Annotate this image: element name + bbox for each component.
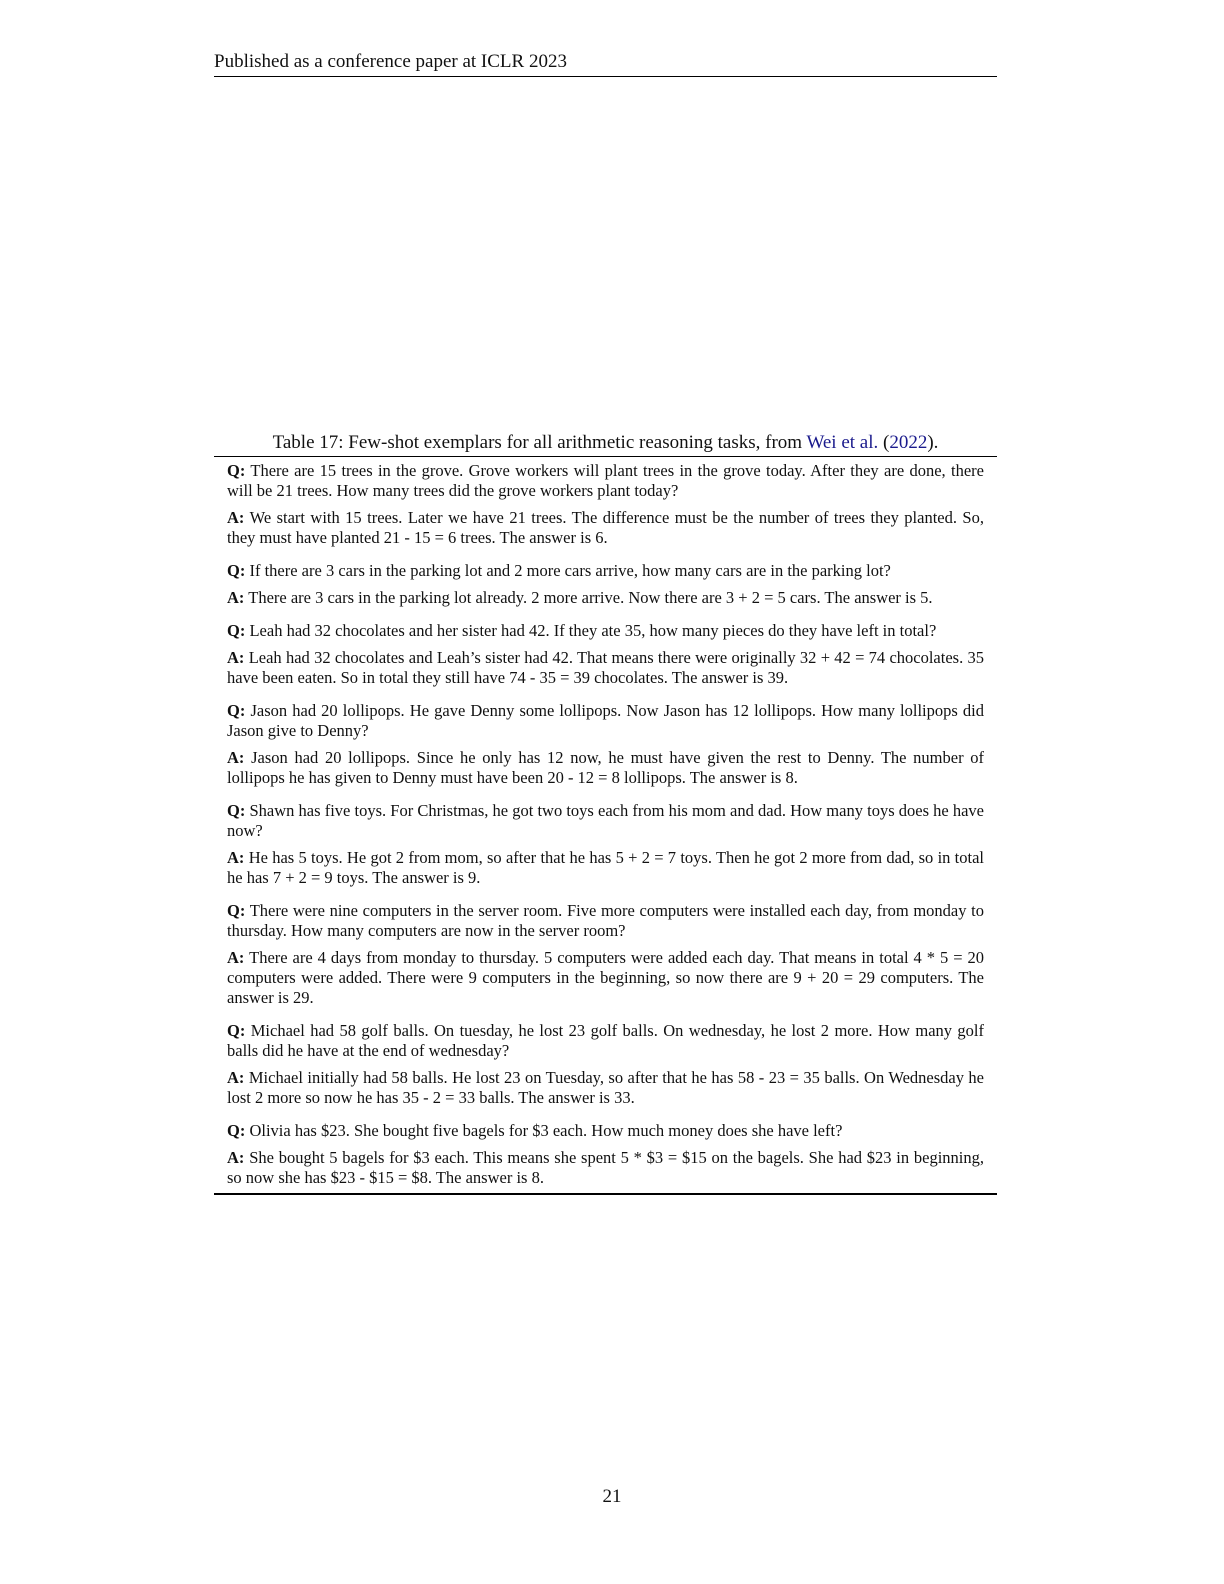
answer xyxy=(227,588,984,608)
answer xyxy=(227,508,984,548)
table-caption-text: Table 17: Few-shot exemplars for all arithmetic reasoning tasks, from xyxy=(272,432,807,453)
answer-label: A: xyxy=(227,1148,245,1167)
question-label: Q: xyxy=(227,901,246,920)
answer-text: We start with 15 trees. Later we have 21 trees. The difference must be the number of trees they planted. So, they must have planted 21 - 15 = 6 trees. The answer is 6. xyxy=(227,508,984,547)
answer xyxy=(227,1148,984,1188)
answer-label: A: xyxy=(227,1068,245,1087)
answer xyxy=(227,1068,984,1108)
question xyxy=(227,1121,984,1141)
question-text: Shawn has five toys. For Christmas, he got two toys each from his mom and dad. How many toys does he have now? xyxy=(227,801,985,840)
question-text: Michael had 58 golf balls. On tuesday, he lost 23 golf balls. On wednesday, he lost 2 more. How many golf balls did he have at the end of wednesday? xyxy=(227,1021,985,1060)
citation-year-link[interactable]: 2022 xyxy=(889,432,928,453)
answer-text: Jason had 20 lollipops. Since he only has 12 now, he must have given the rest to Denny. The number of lollipops he has given to Denny must have been 20 - 12 = 8 lollipops. The answer is 8. xyxy=(227,748,984,787)
question-text: Leah had 32 chocolates and her sister had 42. If they ate 35, how many pieces do they have left in total? xyxy=(249,621,937,640)
exemplar-pair xyxy=(227,621,984,688)
question-label: Q: xyxy=(227,1121,246,1140)
exemplar-pair xyxy=(227,1121,984,1188)
citation-open-paren: ( xyxy=(878,432,890,453)
exemplar-pair xyxy=(227,801,984,888)
question xyxy=(227,1021,984,1061)
question-text: There were nine computers in the server room. Five more computers were installed each day, from monday to thursday. How many computers are now in the server room? xyxy=(227,901,985,940)
table-caption xyxy=(214,430,997,456)
answer-text: Leah had 32 chocolates and Leah’s sister had 42. That means there were originally 32 + 42 = 74 chocolates. 35 have been eaten. So in total they still have 74 - 35 = 39 chocolates. The answer is 39. xyxy=(227,648,984,687)
question-label: Q: xyxy=(227,561,246,580)
answer-text: Michael initially had 58 balls. He lost 23 on Tuesday, so after that he has 58 - 23 = 35 balls. On Wednesday he lost 2 more so now he has 35 - 2 = 33 balls. The answer is 33. xyxy=(227,1068,985,1107)
running-header xyxy=(214,50,997,77)
exemplar-pair xyxy=(227,901,984,1008)
question xyxy=(227,701,984,741)
citation-close-paren: ). xyxy=(927,432,939,453)
question-label: Q: xyxy=(227,621,246,640)
citation-author-link[interactable]: Wei et al. xyxy=(806,432,879,453)
answer-text: He has 5 toys. He got 2 from mom, so after that he has 5 + 2 = 7 toys. Then he got 2 more from dad, so in total he has 7 + 2 = 9 toys. The answer is 9. xyxy=(227,848,985,887)
question-text: There are 15 trees in the grove. Grove workers will plant trees in the grove today. After they are done, there will be 21 trees. How many trees did the grove workers plant today? xyxy=(227,461,984,500)
exemplar-pair xyxy=(227,561,984,608)
question-text: If there are 3 cars in the parking lot and 2 more cars arrive, how many cars are in the parking lot? xyxy=(249,561,891,580)
question xyxy=(227,901,984,941)
question-text: Olivia has $23. She bought five bagels for $3 each. How much money does she have left? xyxy=(249,1121,843,1140)
answer xyxy=(227,948,984,1008)
answer-label: A: xyxy=(227,588,245,607)
answer-label: A: xyxy=(227,748,245,767)
exemplar-pair xyxy=(227,1021,984,1108)
running-header-text: Published as a conference paper at ICLR 2023 xyxy=(214,51,567,72)
question xyxy=(227,801,984,841)
answer-label: A: xyxy=(227,948,245,967)
answer-label: A: xyxy=(227,648,245,667)
answer-label: A: xyxy=(227,508,245,527)
question xyxy=(227,461,984,501)
answer-text: There are 4 days from monday to thursday. 5 computers were added each day. That means in total 4 * 5 = 20 computers were added. There were 9 computers in the beginning, so now there are 9 + 20 = 29 computers. The answer is 29. xyxy=(227,948,985,1007)
answer-text: There are 3 cars in the parking lot already. 2 more arrive. Now there are 3 + 2 = 5 cars. The answer is 5. xyxy=(248,588,933,607)
question xyxy=(227,561,984,581)
answer-label: A: xyxy=(227,848,245,867)
question-label: Q: xyxy=(227,461,246,480)
exemplar-pair xyxy=(227,701,984,788)
exemplar-pair xyxy=(227,461,984,548)
answer-text: She bought 5 bagels for $3 each. This means she spent 5 * $3 = $15 on the bagels. She had $23 in beginning, so now she has $23 - $15 = $8. The answer is 8. xyxy=(227,1148,984,1187)
exemplar-table xyxy=(214,456,997,1195)
page-number: 21 xyxy=(602,1486,622,1507)
question-label: Q: xyxy=(227,801,246,820)
answer xyxy=(227,748,984,788)
question-text: Jason had 20 lollipops. He gave Denny some lollipops. Now Jason has 12 lollipops. How many lollipops did Jason give to Denny? xyxy=(227,701,985,740)
answer xyxy=(227,848,984,888)
question xyxy=(227,621,984,641)
question-label: Q: xyxy=(227,701,246,720)
question-label: Q: xyxy=(227,1021,246,1040)
answer xyxy=(227,648,984,688)
